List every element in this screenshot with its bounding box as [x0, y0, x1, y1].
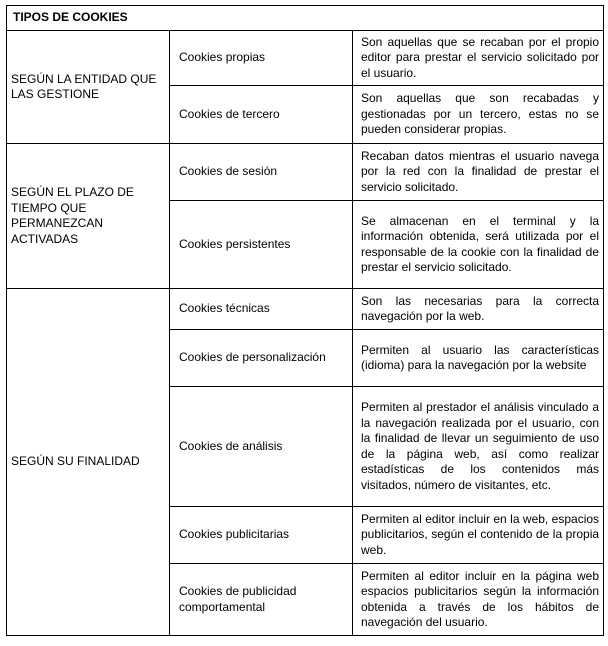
table-row [7, 144, 604, 201]
cookie-name-cell: Cookies propias [170, 31, 353, 86]
cookie-name-cell: Cookies de publicidad comportamental [170, 564, 353, 636]
category-cell-finalidad: SEGÚN SU FINALIDAD [7, 289, 170, 636]
cookie-description-cell: Permiten al prestador el análisis vinculado a la navegación realizada por el usuario, con la finalidad de llevar un seguimiento de uso de la página web, así como realizar estadísticas de los contenidos más visitados, número de visitantes, etc. [353, 387, 604, 507]
cookie-name-cell: Cookies persistentes [170, 201, 353, 289]
table-title-row [7, 6, 604, 31]
cookie-description-cell: Son las necesarias para la correcta navegación por la web. [353, 289, 604, 330]
cookie-description-cell: Se almacenan en el terminal y la información obtenida, será utilizada por el responsable de la cookie con la finalidad de prestar el servicio solicitado. [353, 201, 604, 289]
category-cell-plazo: SEGÚN EL PLAZO DE TIEMPO QUE PERMANEZCAN ACTIVADAS [7, 144, 170, 289]
cookie-description-cell: Recaban datos mientras el usuario navega por la red con la finalidad de prestar el servicio solicitado. [353, 144, 604, 201]
cookie-name-cell: Cookies técnicas [170, 289, 353, 330]
table-row [7, 289, 604, 330]
cookie-name-cell: Cookies de sesión [170, 144, 353, 201]
table-title: TIPOS DE COOKIES [7, 6, 604, 31]
cookie-name-cell: Cookies publicitarias [170, 507, 353, 564]
cookies-types-table [6, 5, 604, 636]
cookie-description-cell: Permiten al editor incluir en la página web espacios publicitarios según la información obtenida a través de los hábitos de navegación del usuario. [353, 564, 604, 636]
cookie-name-cell: Cookies de análisis [170, 387, 353, 507]
cookie-description-cell: Son aquellas que son recabadas y gestionadas por un tercero, estas no se pueden considerar propias. [353, 86, 604, 144]
cookie-description-cell: Son aquellas que se recaban por el propio editor para prestar el servicio solicitado por el usuario. [353, 31, 604, 86]
table-row [7, 31, 604, 86]
cookie-name-cell: Cookies de personalización [170, 330, 353, 387]
cookie-name-cell: Cookies de tercero [170, 86, 353, 144]
category-cell-entidad: SEGÚN LA ENTIDAD QUE LAS GESTIONE [7, 31, 170, 144]
cookie-description-cell: Permiten al editor incluir en la web, espacios publicitarios, según el contenido de la propia web. [353, 507, 604, 564]
cookie-description-cell: Permiten al usuario las características (idioma) para la navegación por la website [353, 330, 604, 387]
